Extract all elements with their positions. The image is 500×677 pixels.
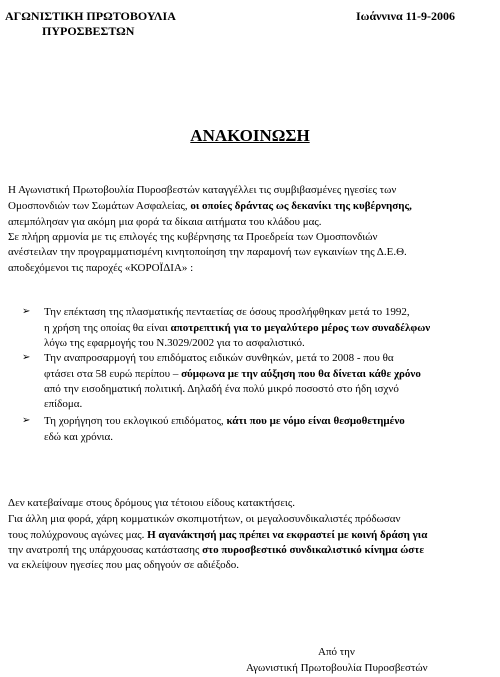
intro-line: αποδεχόμενοι τις παροχές «ΚΟΡΟΪΔΙΑ» :	[8, 262, 194, 274]
closing-line: τους πολύχρονους αγώνες μας. Η αγανάκτησή μας πρέπει να εκφραστεί με κοινή δράση για	[8, 529, 428, 541]
closing-line: την ανατροπή της υπάρχουσας κατάστασης στο πυροσβεστικό συνδικαλιστικό κίνημα ώστε	[8, 544, 425, 556]
document-date: Ιωάννινα 11-9-2006	[356, 9, 455, 23]
bullet-line: λόγω της εφαρμογής του Ν.3029/2002 για το ασφαλιστικό.	[44, 337, 305, 349]
bullet-arrow-icon: ➢	[22, 352, 31, 363]
intro-line: ανέστειλαν την προγραμματισμένη κινητοποίηση την παραμονή των εγκαινίων της Δ.Ε.Θ.	[8, 246, 407, 258]
intro-line: Ομοσπονδιών των Σωμάτων Ασφαλείας, οι οποίες δράντας ως δεκανίκι της κυβέρνησης,	[8, 200, 412, 212]
intro-line: απεμπόλησαν για ακόμη μια φορά τα δίκαια αιτήματα του κλάδου μας.	[8, 216, 322, 228]
bullet-line: Την επέκταση της πλασματικής πενταετίας σε όσους προσλήφθηκαν μετά το 1992,	[44, 306, 410, 318]
bullet-line: η χρήση της οποίας θα είναι αποτρεπτική για το μεγαλύτερο μέρος των συναδέλφων	[44, 322, 431, 334]
closing-line: Για άλλη μια φορά, χάρη κομματικών σκοπιμοτήτων, οι μεγαλοσυνδικαλιστές πρόδωσαν	[8, 513, 401, 525]
closing-line: να εκλείψουν ηγεσίες που μας οδηγούν σε αδιέξοδο.	[8, 559, 240, 571]
signature-line2: Αγωνιστική Πρωτοβουλία Πυροσβεστών	[246, 662, 428, 674]
org-name-line1: ΑΓΩΝΙΣΤΙΚΗ ΠΡΩΤΟΒΟΥΛΙΑ	[5, 9, 176, 23]
signature-line1: Από την	[318, 646, 355, 658]
bullet-line: επίδομα.	[44, 398, 83, 410]
intro-line: Η Αγωνιστική Πρωτοβουλία Πυροσβεστών καταγγέλλει τις συμβιβασμένες ηγεσίες των	[8, 184, 397, 196]
intro-line: Σε πλήρη αρμονία με τις επιλογές της κυβέρνησης τα Προεδρεία των Ομοσπονδιών	[8, 231, 378, 243]
bullet-line: εδώ και χρόνια.	[44, 431, 114, 443]
bullet-arrow-icon: ➢	[22, 306, 31, 317]
org-name-line2: ΠΥΡΟΣΒΕΣΤΩΝ	[42, 24, 135, 38]
document-title: ΑΝΑΚΟΙΝΩΣΗ	[190, 126, 310, 145]
bullet-arrow-icon: ➢	[22, 415, 31, 426]
closing-line: Δεν κατεβαίναμε στους δρόμους για τέτοιου είδους κατακτήσεις.	[8, 497, 295, 509]
bullet-line: Τη χορήγηση του εκλογικού επιδόματος, κάτι που με νόμο είναι θεσμοθετημένο	[44, 415, 405, 427]
bullet-line: από την εισοδηματική πολιτική. Δηλαδή ένα πολύ μικρό ποσοστό στο ήδη ισχνό	[44, 383, 399, 395]
bullet-line: Την αναπροσαρμογή του επιδόματος ειδικών συνθηκών, μετά το 2008 - που θα	[44, 352, 394, 364]
bullet-line: φτάσει στα 58 ευρώ περίπου – σύμφωνα με την αύξηση που θα δίνεται κάθε χρόνο	[44, 368, 421, 380]
